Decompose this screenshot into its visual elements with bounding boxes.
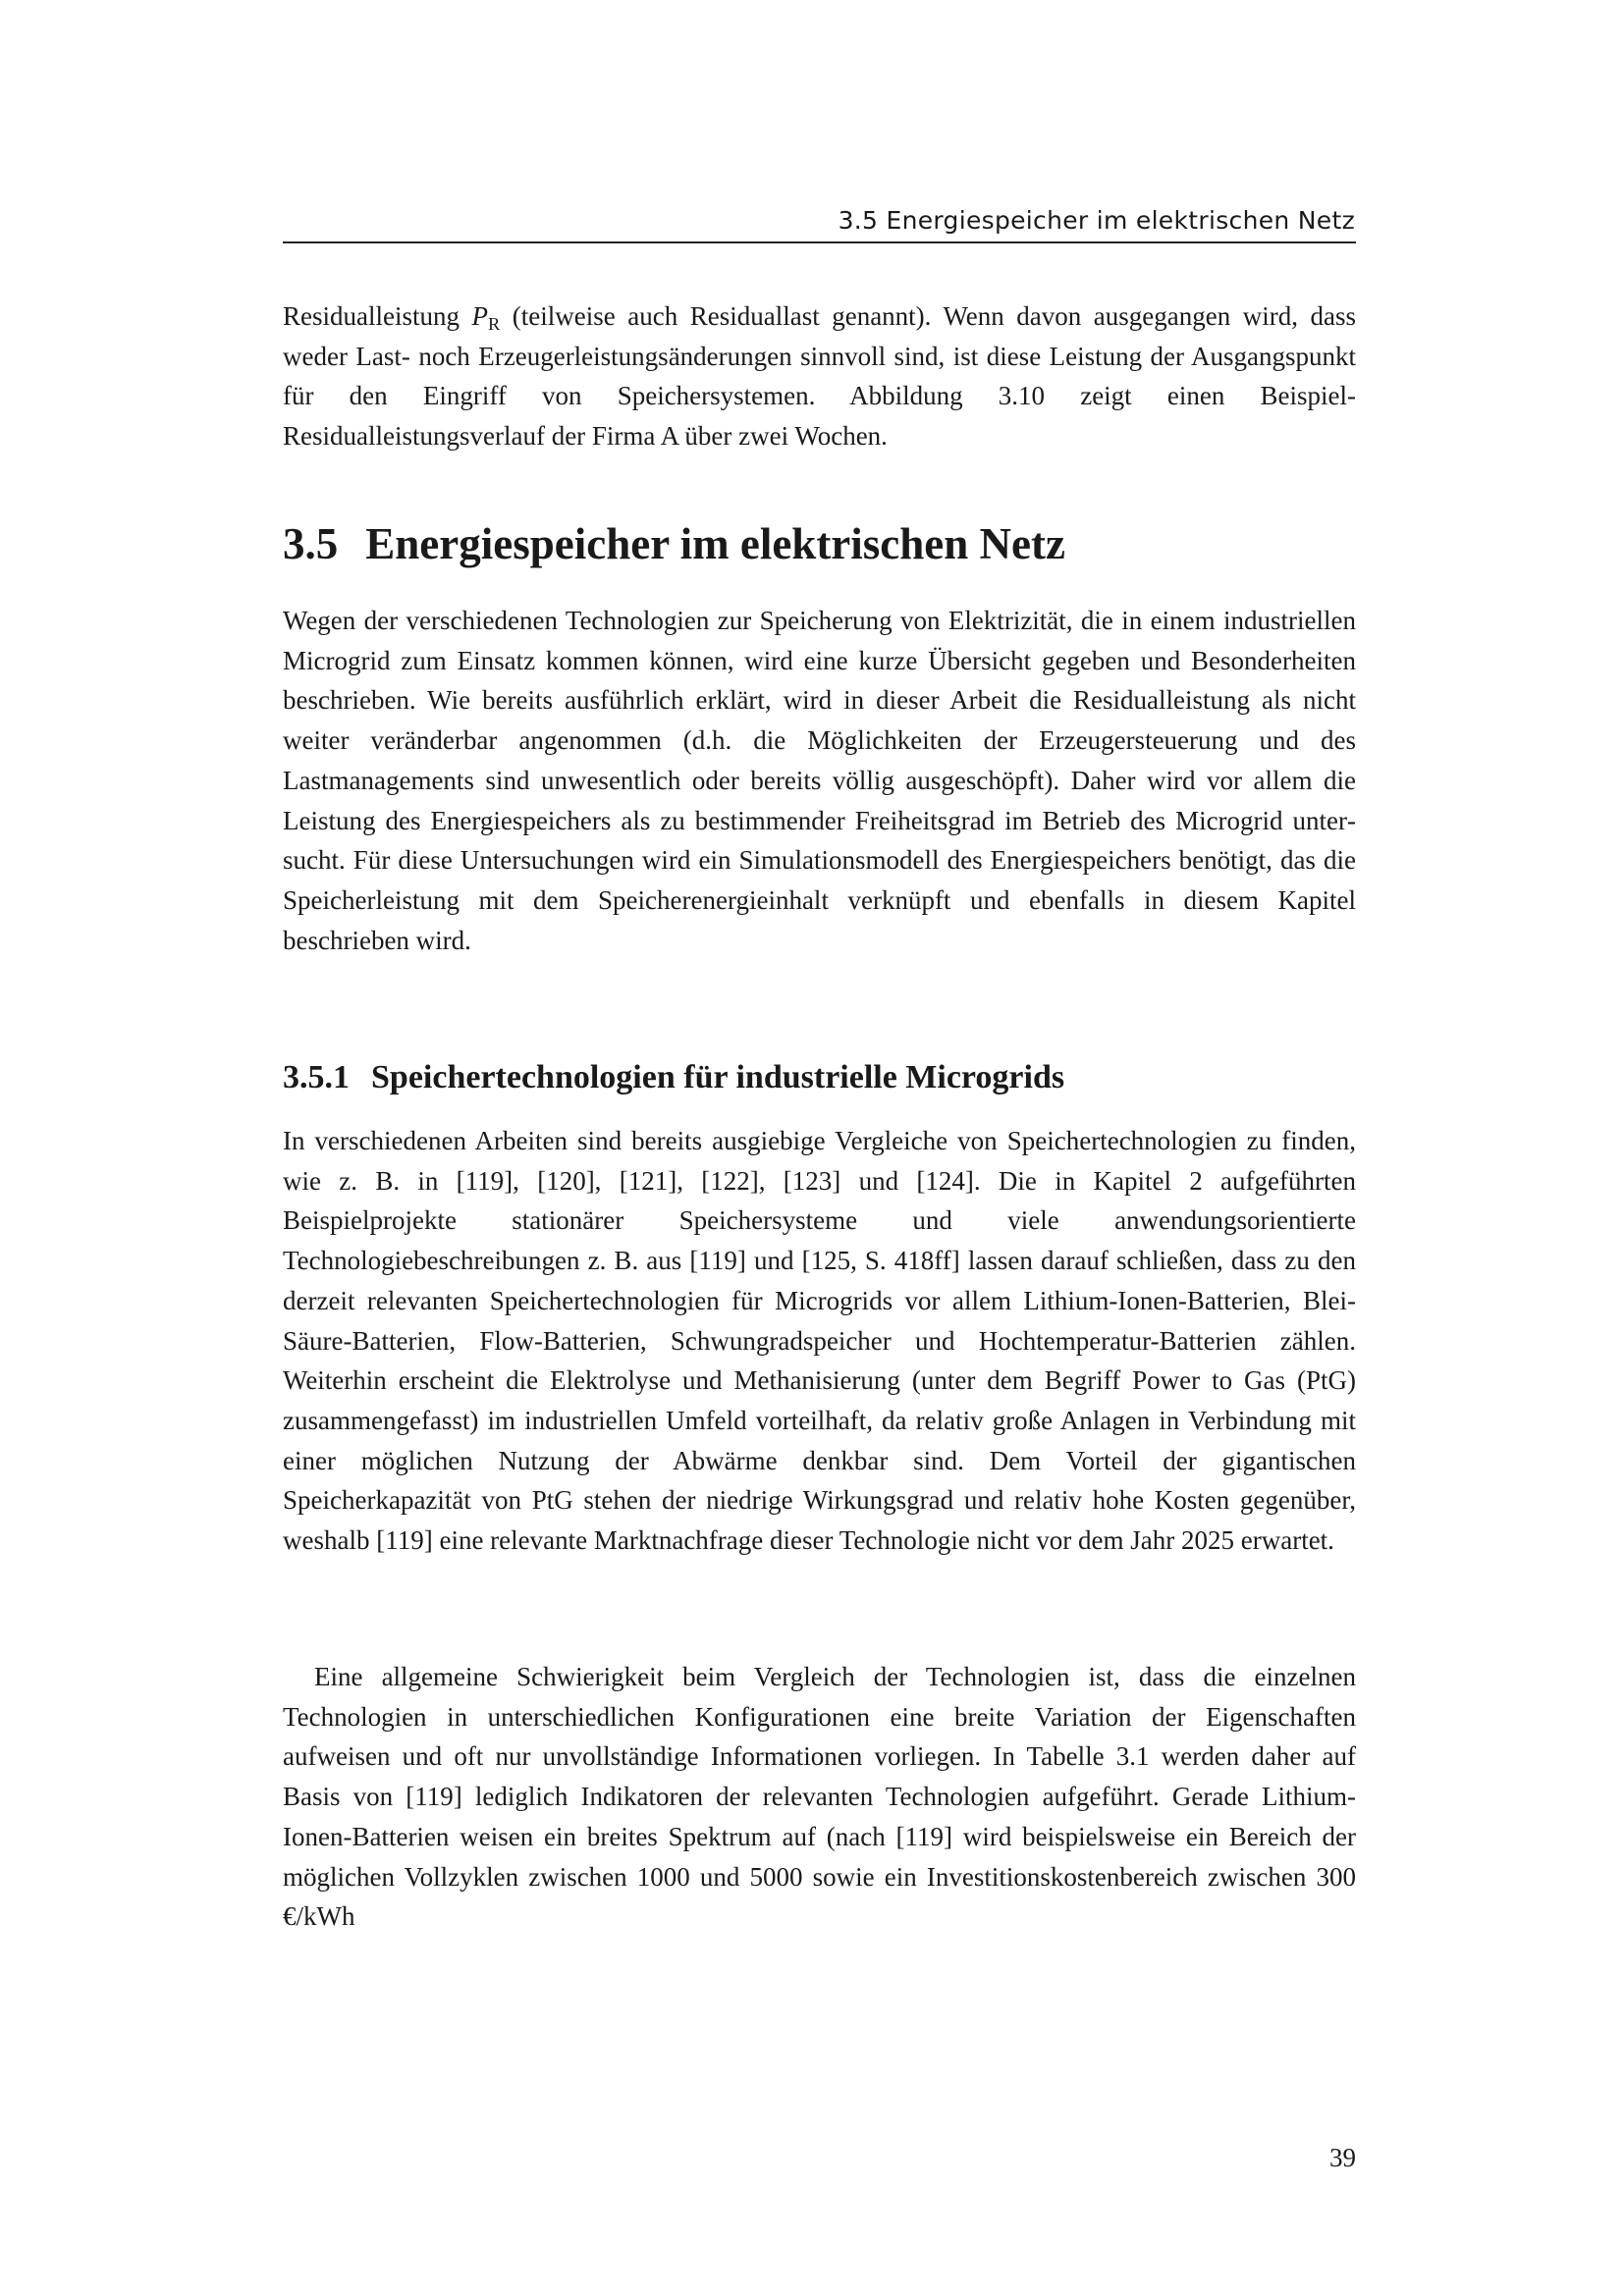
section-heading	[283, 514, 1356, 573]
intro-text-before-symbol: Residualleistung	[283, 301, 472, 331]
header-rule	[283, 241, 1356, 243]
subsection-number: 3.5.1	[283, 1059, 350, 1095]
subsection-paragraph-2-text: Eine allgemeine Schwierigkeit beim Vergleich der Technologien ist, dass die einzelnen Technologien in unterschiedlichen Konfigurationen eine breite Variation der Eigenschaften aufweisen und oft nur unvollständige Informationen vorliegen. In Tabelle 3.1 werden daher auf Basis von [119] lediglich Indikatoren der relevanten Technologien aufgeführt. Gerade Lithium-Ionen-Batterien weisen ein breites Spektrum auf (nach [119] wird beispielsweise ein Bereich der möglichen Vollzyklen zwischen 1000 und 5000 sowie ein Investitionskostenbereich zwischen 300 €/kWh	[283, 1662, 1356, 1932]
residual-power-subscript: R	[488, 314, 501, 335]
running-header: 3.5 Energiespeicher im elektrischen Netz	[838, 206, 1355, 235]
section-number: 3.5	[283, 519, 339, 568]
section-paragraph-text: Wegen der verschiedenen Technologien zur Speicherung von Elektrizität, die in einem industriellen Microgrid zum Einsatz kommen können, wird eine kurze Übersicht gegeben und Besonderheiten beschrieben. Wie bereits ausführlich erklärt, wird in dieser Arbeit die Residualleistung als nicht weiter veränderbar angenommen (d.h. die Möglichkeiten der Erzeugersteuerung und des Lastmanagements sind unwesentlich oder bereits völlig ausgeschöpft). Daher wird vor allem die Leistung des Energiespeichers als zu bestimmender Freiheitsgrad im Betrieb des Microgrid untersucht. Für diese Untersuchungen wird ein Simulationsmodell des Energiespeichers benötigt, das die Speicherleistung mit dem Speicherenergieinhalt verknüpft und ebenfalls in diesem Kapitel beschrieben wird.	[283, 606, 1356, 955]
section-paragraph	[283, 601, 1356, 960]
subsection-title: Speichertechnologien für industrielle Microgrids	[371, 1059, 1065, 1095]
subsection-heading	[283, 1056, 1356, 1099]
intro-paragraph-text	[283, 296, 1356, 456]
section-title: Energiespeicher im elektrischen Netz	[365, 519, 1065, 568]
page-number: 39	[1329, 2143, 1356, 2172]
intro-paragraph	[283, 296, 1356, 456]
subsection-paragraph-2	[283, 1657, 1356, 1937]
residual-power-symbol: P	[471, 301, 488, 331]
intro-text-after-symbol: (teilweise auch Residuallast genannt). Wenn davon ausgegangen wird, dass weder Last- noch Erzeugerleistungsänderungen sinnvoll sind, ist diese Leistung der Ausgangspunkt für den Eingriff von Speichersystemen. Abbildung 3.10 zeigt einen Beispiel-Residualleistungsverlauf der Firma A über zwei Wochen.	[283, 301, 1356, 452]
subsection-paragraph-1-text: In verschiedenen Arbeiten sind bereits ausgiebige Vergleiche von Speichertechnologien zu finden, wie z. B. in [119], [120], [121], [122], [123] und [124]. Die in Kapitel 2 aufgeführten Beispielprojekte stationärer Speichersysteme und viele anwendungsorientierte Technologiebeschreibungen z. B. aus [119] und [125, S. 418ff] lassen darauf schließen, dass zu den derzeit relevanten Speichertechnologien für Microgrids vor allem Lithium-Ionen-Batterien, Blei-Säure-Batterien, Flow-Batterien, Schwungradspeicher und Hochtemperatur-Batterien zählen. Weiterhin erscheint die Elektrolyse und Methanisierung (unter dem Begriff Power to Gas (PtG) zusammengefasst) im industriellen Umfeld vorteilhaft, da relativ große Anlagen in Verbindung mit einer möglichen Nutzung der Abwärme denkbar sind. Dem Vorteil der gigantischen Speicherkapazität von PtG stehen der niedrige Wirkungsgrad und relativ hohe Kosten gegenüber, weshalb [119] eine relevante Marktnachfrage dieser Technologie nicht vor dem Jahr 2025 erwartet.	[283, 1126, 1356, 1556]
subsection-paragraph-1	[283, 1121, 1356, 1561]
